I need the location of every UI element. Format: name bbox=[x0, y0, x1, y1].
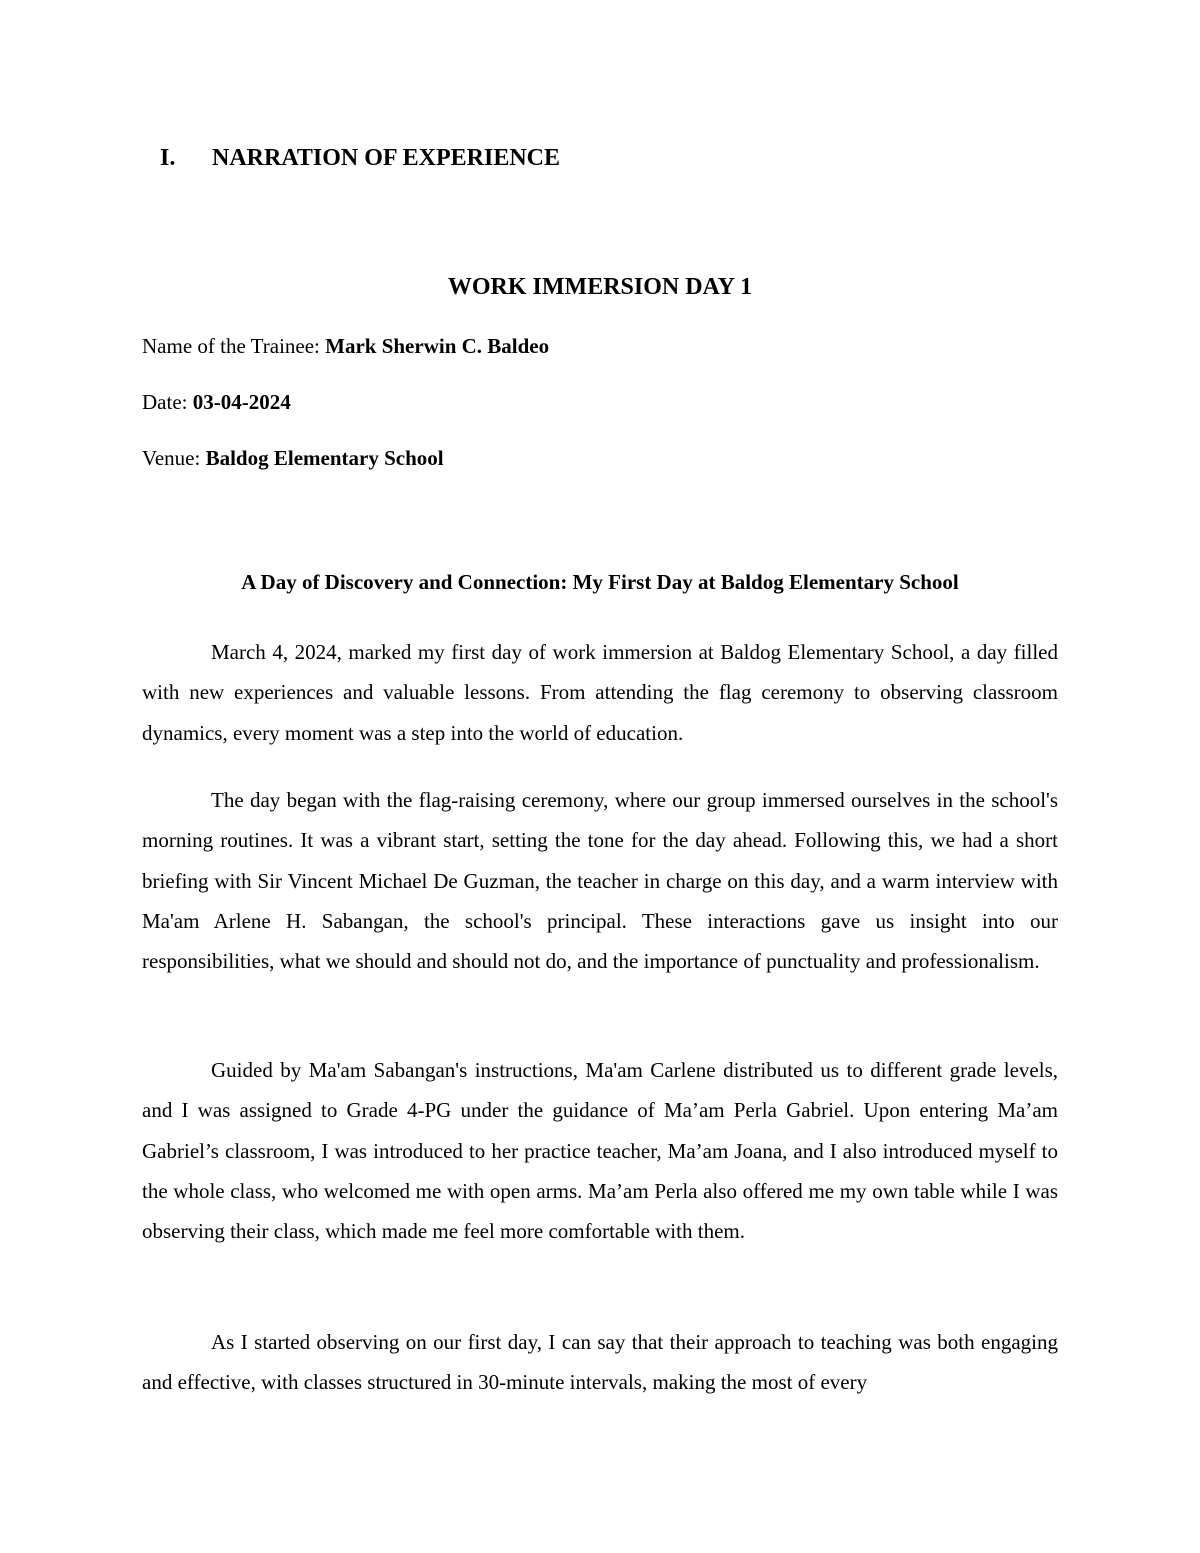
venue-label: Venue: bbox=[142, 446, 206, 470]
paragraph: Guided by Ma'am Sabangan's instructions, Ma'am Carlene distributed us to different grade levels, and I was assigned to Grade 4-PG under the guidance of Ma’am Perla Gabriel. Upon entering Ma’am Gabriel’s classroom, I was introduced to her practice teacher, Ma’am Joana, and I also introduced myself to the whole class, who welcomed me with open arms. Ma’am Perla also offered me my own table while I was observing their class, which made me feel more comfortable with them. bbox=[142, 1058, 1058, 1244]
trainee-name-label: Name of the Trainee: bbox=[142, 334, 326, 358]
paragraph: March 4, 2024, marked my first day of work immersion at Baldog Elementary School, a day filled with new experiences and valuable lessons. From attending the flag ceremony to observing classroom dynamics, every moment was a step into the world of education. bbox=[142, 640, 1058, 745]
date-label: Date: bbox=[142, 390, 193, 414]
date-line bbox=[142, 387, 291, 417]
venue-value: Baldog Elementary School bbox=[205, 446, 444, 470]
day-title: WORK IMMERSION DAY 1 bbox=[447, 274, 753, 300]
venue-line bbox=[142, 443, 444, 473]
paragraph: The day began with the flag-raising ceremony, where our group immersed ourselves in the school's morning routines. It was a vibrant start, setting the tone for the day ahead. Following this, we had a short briefing with Sir Vincent Michael De Guzman, the teacher in charge on this day, and a warm interview with Ma'am Arlene H. Sabangan, the school's principal. These interactions gave us insight into our responsibilities, what we should and should not do, and the importance of punctuality and professionalism. bbox=[142, 788, 1058, 974]
section-heading bbox=[160, 141, 560, 175]
section-number: I. bbox=[160, 145, 176, 171]
trainee-name-line bbox=[142, 331, 549, 361]
essay-title: A Day of Discovery and Connection: My First Day at Baldog Elementary School bbox=[241, 570, 959, 594]
trainee-name-value: Mark Sherwin C. Baldeo bbox=[325, 334, 550, 358]
paragraph: As I started observing on our first day, I can say that their approach to teaching was both engaging and effective, with classes structured in 30-minute intervals, making the most of every bbox=[142, 1330, 1058, 1395]
section-title: NARRATION OF EXPERIENCE bbox=[212, 145, 561, 171]
date-value: 03-04-2024 bbox=[192, 390, 291, 414]
